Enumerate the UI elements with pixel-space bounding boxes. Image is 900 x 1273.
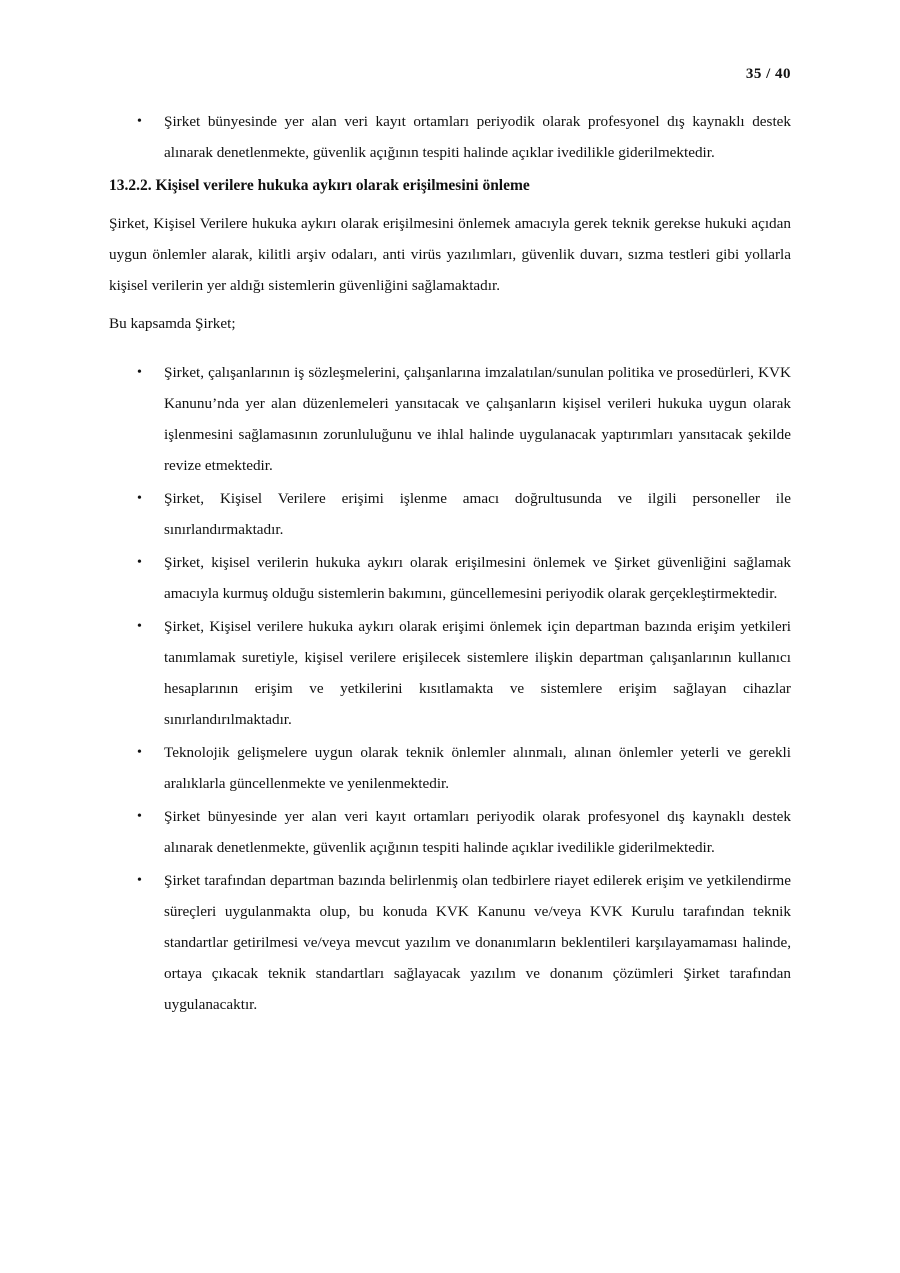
list-item xyxy=(109,865,791,1020)
section-paragraph: Şirket, Kişisel Verilere hukuka aykırı olarak erişilmesini önlemek amacıyla gerek teknik gerekse hukuki açıdan uygun önlemler alarak, kilitli arşiv odaları, anti virüs yazılımları, güvenlik duvarı, sızma testleri gibi yollarla kişisel verilerin yer aldığı sistemlerin güvenliğini sağlamaktadır. xyxy=(109,215,791,294)
bullet-icon: • xyxy=(137,873,142,888)
top-bullet-list xyxy=(109,106,791,168)
list-item xyxy=(109,357,791,481)
bullet-icon: • xyxy=(137,491,142,506)
measures-bullet-list xyxy=(109,357,791,1020)
section-heading: 13.2.2. Kişisel verilere hukuka aykırı olarak erişilmesini önleme xyxy=(109,177,530,194)
list-item-text: Şirket tarafından departman bazında belirlenmiş olan tedbirlere riayet edilerek erişim ve yetkilendirme süreçleri uygulanmakta olup, bu konuda KVK Kanunu ve/veya KVK Kurulu tarafından teknik standartlar getirilmesi ve/veya mevcut yazılım ve donanımların beklentileri karşılayamaması halinde, ortaya çıkacak teknik standartları sağlayacak yazılım ve donanım çözümleri Şirket tarafından uygulanacaktır. xyxy=(164,872,791,1013)
page-number: 35 / 40 xyxy=(745,66,791,82)
bullet-icon: • xyxy=(137,809,142,824)
list-item-text: Şirket, kişisel verilerin hukuka aykırı olarak erişilmesini önlemek ve Şirket güvenliğini sağlamak amacıyla kurmuş olduğu sistemlerin bakımını, güncellemesini periyodik olarak gerçekleştirmektedir. xyxy=(164,554,791,602)
bullet-icon: • xyxy=(137,114,142,129)
list-item-text: Şirket, Kişisel verilere hukuka aykırı olarak erişimi önlemek için departman bazında erişim yetkileri tanımlamak suretiyle, kişisel verilere erişilecek sistemlere ilişkin departman çalışanlarının kullanıcı hesaplarının erişim ve yetkilerini kısıtlamakta ve sistemlere erişim sağlayan cihazlar sınırlandırılmaktadır. xyxy=(164,618,791,728)
list-item-text: Şirket, çalışanlarının iş sözleşmelerini, çalışanlarına imzalatılan/sunulan politika ve prosedürleri, KVK Kanunu’nda yer alan düzenlemeleri yansıtacak ve çalışanların kişisel verileri hukuka uygun olarak işlenmesini sağlamasının zorunluluğunu ve ihlal halinde uygulanacak yaptırımları yansıtacak şekilde revize etmektedir. xyxy=(164,364,791,474)
list-item xyxy=(109,611,791,735)
bullet-icon: • xyxy=(137,555,142,570)
list-item-text: Şirket bünyesinde yer alan veri kayıt ortamları periyodik olarak profesyonel dış kaynaklı destek alınarak denetlenmekte, güvenlik açığının tespiti halinde açıklar ivedilikle giderilmektedir. xyxy=(164,808,791,856)
document-body xyxy=(109,106,791,1022)
list-item xyxy=(109,737,791,799)
bullet-icon: • xyxy=(137,745,142,760)
list-item xyxy=(109,106,791,168)
list-item xyxy=(109,547,791,609)
bullet-icon: • xyxy=(137,365,142,380)
list-item-text: Şirket, Kişisel Verilere erişimi işlenme amacı doğrultusunda ve ilgili personeller ile sınırlandırmaktadır. xyxy=(164,490,791,538)
list-item xyxy=(109,801,791,863)
bullet-icon: • xyxy=(137,619,142,634)
list-item-text: Şirket bünyesinde yer alan veri kayıt ortamları periyodik olarak profesyonel dış kaynaklı destek alınarak denetlenmekte, güvenlik açığının tespiti halinde açıklar ivedilikle giderilmektedir. xyxy=(164,113,791,161)
list-item-text: Teknolojik gelişmelere uygun olarak teknik önlemler alınmalı, alınan önlemler yeterli ve gerekli aralıklarla güncellenmekte ve yenilenmektedir. xyxy=(164,744,791,792)
list-item xyxy=(109,483,791,545)
list-intro: Bu kapsamda Şirket; xyxy=(109,315,236,332)
